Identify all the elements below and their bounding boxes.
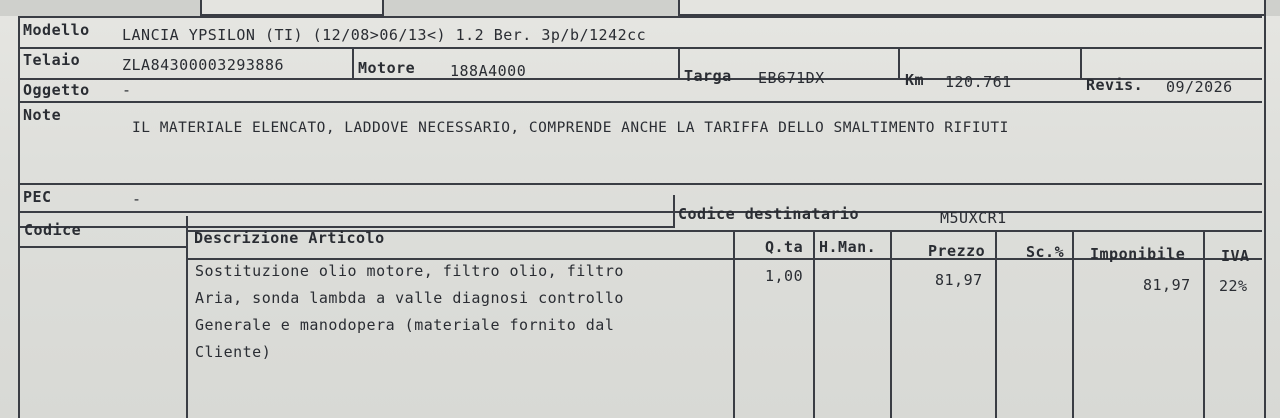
header-prezzo: Prezzo bbox=[928, 242, 986, 260]
col-divider-prezzo bbox=[995, 230, 997, 418]
note-label: Note bbox=[23, 106, 62, 124]
upper-box-right bbox=[678, 0, 1266, 16]
header-qta: Q.ta bbox=[765, 238, 804, 256]
codice-destinatario-label: Codice destinatario bbox=[678, 205, 860, 223]
row-iva: 22% bbox=[1219, 277, 1248, 295]
pec-label: PEC bbox=[23, 188, 52, 206]
codice-destinatario-value: M5UXCR1 bbox=[940, 209, 1007, 227]
divider-targa bbox=[678, 47, 680, 78]
rule-pec-lower bbox=[18, 226, 673, 228]
header-imponibile: Imponibile bbox=[1090, 245, 1186, 263]
km-label: Km bbox=[905, 71, 925, 89]
header-hman: H.Man. bbox=[819, 238, 877, 256]
telaio-label: Telaio bbox=[23, 51, 81, 69]
rule-codice-header bbox=[18, 246, 188, 248]
revis-label: Revis. bbox=[1086, 76, 1144, 94]
rule-modello bbox=[18, 47, 1262, 49]
col-divider-codice bbox=[186, 216, 188, 418]
oggetto-value: - bbox=[122, 81, 132, 99]
row-prezzo: 81,97 bbox=[935, 271, 983, 289]
divider-revis bbox=[1080, 47, 1082, 78]
col-divider-descrizione bbox=[733, 230, 735, 418]
divider-motore bbox=[352, 47, 354, 78]
header-iva: IVA bbox=[1221, 247, 1250, 265]
rule-oggetto bbox=[18, 101, 1262, 103]
row-imponibile: 81,97 bbox=[1143, 276, 1191, 294]
rule-note bbox=[18, 183, 1262, 185]
telaio-value: ZLA84300003293886 bbox=[122, 56, 285, 74]
rule-telaio bbox=[18, 78, 1262, 80]
rule-pec bbox=[18, 211, 1262, 213]
row-descrizione: Sostituzione olio motore, filtro olio, filtro Aria, sonda lambda a valle diagnosi controllo Generale e manodopera (materiale fornito dal Cliente) bbox=[195, 262, 624, 361]
targa-value: EB671DX bbox=[758, 69, 825, 87]
targa-label: Targa bbox=[684, 67, 732, 85]
upper-box-left bbox=[200, 0, 384, 16]
col-divider-qta bbox=[813, 230, 815, 418]
rule-top bbox=[18, 16, 1262, 18]
modello-label: Modello bbox=[23, 21, 90, 39]
revis-value: 09/2026 bbox=[1166, 78, 1233, 96]
motore-value: 188A4000 bbox=[450, 62, 527, 80]
header-codice: Codice bbox=[24, 221, 82, 239]
row-qta: 1,00 bbox=[765, 267, 804, 285]
note-value: IL MATERIALE ELENCATO, LADDOVE NECESSARIO, COMPRENDE ANCHE LA TARIFFA DELLO SMALTIMENTO RIFIUTI bbox=[132, 120, 1009, 136]
pec-value: - bbox=[132, 190, 142, 208]
header-descrizione: Descrizione Articolo bbox=[194, 229, 385, 247]
col-divider-sconto bbox=[1072, 230, 1074, 418]
motore-label: Motore bbox=[358, 59, 416, 77]
divider-km bbox=[898, 47, 900, 78]
oggetto-label: Oggetto bbox=[23, 81, 90, 99]
modello-value: LANCIA YPSILON (TI) (12/08>06/13<) 1.2 Ber. 3p/b/1242cc bbox=[122, 26, 647, 44]
km-value: 120.761 bbox=[945, 73, 1012, 91]
col-divider-imponibile bbox=[1203, 230, 1205, 418]
divider-codice-dest bbox=[673, 195, 675, 228]
col-divider-hman bbox=[890, 230, 892, 418]
header-sconto: Sc.% bbox=[1026, 243, 1065, 261]
